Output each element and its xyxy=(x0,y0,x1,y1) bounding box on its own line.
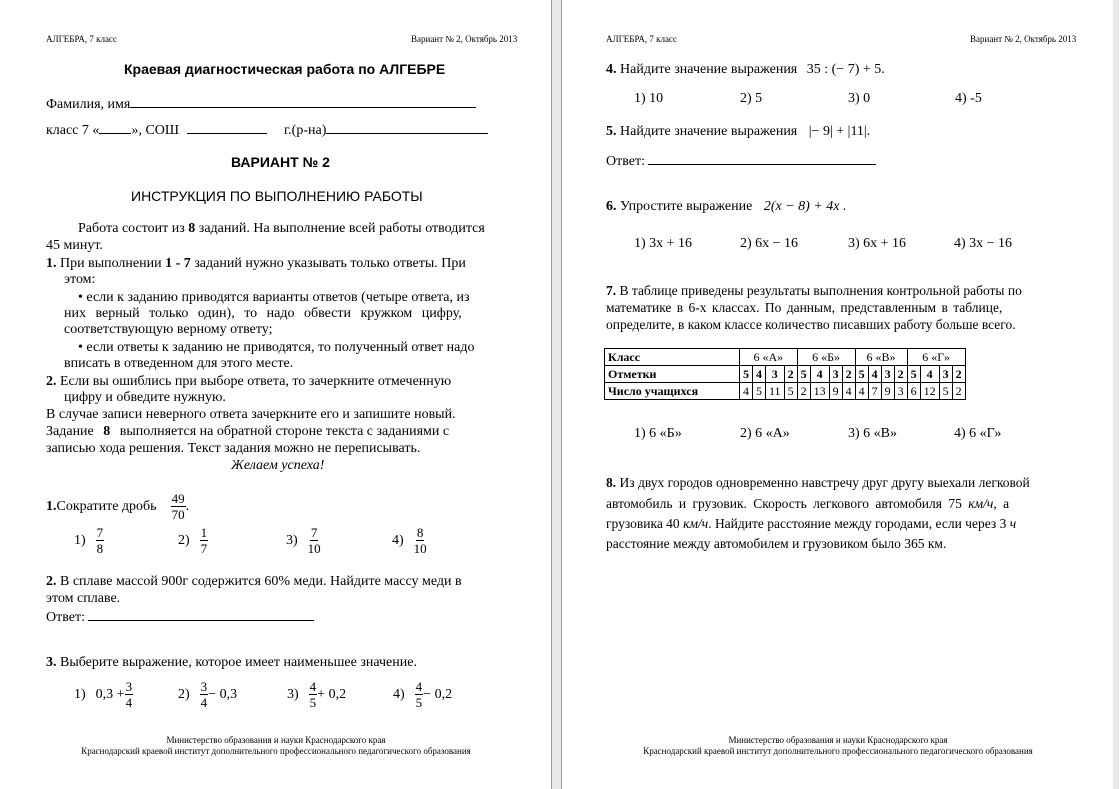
name-blank[interactable] xyxy=(130,95,476,108)
grade-cell: 2 xyxy=(952,366,965,383)
instructions-title: ИНСТРУКЦИЯ ПО ВЫПОЛНЕНИЮ РАБОТЫ xyxy=(131,188,423,204)
instr-para1-cont: 45 минут. xyxy=(46,238,103,253)
grade-cell: 2 xyxy=(842,366,855,383)
doc-title: Краевая диагностическая работа по АЛГЕБРЕ xyxy=(124,61,446,77)
bullet1-line2: них верный только один), то надо обвести кружком цифру, xyxy=(64,306,462,321)
q1: 1. Сократите дробь $\frac{49}{70}$ . xyxy=(46,491,190,522)
grade-cell: 3 xyxy=(939,366,952,383)
header-subject: АЛГЕБРА, 7 класс xyxy=(606,34,677,44)
wish-text: Желаем успеха! xyxy=(231,458,325,473)
footer-ministry: Министерство образования и науки Краснодарского края xyxy=(166,735,386,745)
count-cell: 2 xyxy=(797,383,810,400)
bullet1-line3: соответствующую верному ответу; xyxy=(64,322,273,337)
school-label: », СОШ xyxy=(131,123,180,138)
grade-cell: 5 xyxy=(797,366,810,383)
q8-line2: автомобиль и грузовик. Скорость легкового автомобиля 75 км/ч, а xyxy=(606,496,1010,511)
bullet2-line2: вписать в отведенном для этого месте. xyxy=(64,356,294,371)
q2: 2. В сплаве массой 900г содержится 60% меди. Найдите массу меди в xyxy=(46,574,462,589)
variant-title: ВАРИАНТ № 2 xyxy=(231,154,330,170)
count-cell: 11 xyxy=(766,383,785,400)
grade-cell: 2 xyxy=(894,366,907,383)
instr-item2-cont: цифру и обведите нужную. xyxy=(64,390,226,405)
bullet1-line1: • если к заданию приводятся варианты ответов (четыре ответа, из xyxy=(78,290,470,305)
name-label: Фамилия, имя xyxy=(46,97,131,112)
header-subject: АЛГЕБРА, 7 класс xyxy=(46,34,117,44)
grade-cell: 3 xyxy=(829,366,842,383)
table-class-a: 6 «А» xyxy=(740,349,798,366)
table-header-class: Класс xyxy=(605,349,740,366)
class-line xyxy=(46,121,488,139)
q5-answer: Ответ: xyxy=(606,152,876,170)
q3-option-1[interactable]: 1) 0,3 + $\frac{3}{4}$ xyxy=(74,679,133,710)
footer-institute: Краснодарский краевой институт дополнительного профессионального педагогического образования xyxy=(643,746,1033,756)
q3-option-3[interactable]: 3) $\frac{4}{5}$ + 0,2 xyxy=(287,679,347,710)
count-cell: 4 xyxy=(740,383,753,400)
q7-option-1[interactable]: 1) 6 «Б» xyxy=(634,426,682,441)
q4-option-2[interactable]: 2) 5 xyxy=(740,91,763,106)
q4-option-3[interactable]: 3) 0 xyxy=(848,91,871,106)
grade-cell: 5 xyxy=(740,366,753,383)
q4-option-1[interactable]: 1) 10 xyxy=(634,91,664,106)
table-header-grades: Отметки xyxy=(605,366,740,383)
grade-cell: 5 xyxy=(855,366,868,383)
q2-answer-blank[interactable] xyxy=(88,608,314,621)
count-cell: 5 xyxy=(753,383,766,400)
q8-line3: грузовика 40 км/ч. Найдите расстояние между городами, если через 3 ч xyxy=(606,516,1017,531)
q2-cont: этом сплаве. xyxy=(46,591,121,606)
count-cell: 9 xyxy=(881,383,894,400)
school-blank[interactable] xyxy=(187,121,267,134)
q3-option-2[interactable]: 2) $\frac{3}{4}$ − 0,3 xyxy=(178,679,238,710)
table-row-classes xyxy=(605,349,966,366)
class-label: класс 7 « xyxy=(46,123,100,138)
count-cell: 4 xyxy=(842,383,855,400)
q7-line3: определите, в каком классе количество писавших работу больше всего. xyxy=(606,317,1016,332)
class-blank[interactable] xyxy=(99,121,131,134)
grade-cell: 2 xyxy=(784,366,797,383)
page-left xyxy=(0,0,552,789)
grade-cell: 4 xyxy=(753,366,766,383)
table-class-v: 6 «В» xyxy=(855,349,907,366)
results-table xyxy=(604,348,966,400)
q1-fraction: $\frac{49}{70}$ xyxy=(171,491,185,522)
q7-option-3[interactable]: 3) 6 «В» xyxy=(848,426,897,441)
name-line xyxy=(46,95,476,113)
count-cell: 3 xyxy=(894,383,907,400)
count-cell: 5 xyxy=(939,383,952,400)
instr-para3: Задание 8 выполняется на обратной стороне текста с заданиями с xyxy=(46,424,450,439)
instr-para1: Работа состоит из 8 заданий. На выполнение всей работы отводится xyxy=(78,221,485,236)
q4-option-4[interactable]: 4) -5 xyxy=(955,91,982,106)
instr-para2: В случае записи неверного ответа зачеркните его и запишите новый. xyxy=(46,407,456,422)
q1-option-1[interactable]: 1) $\frac{7}{8}$ xyxy=(74,525,104,556)
q5: 5. Найдите значение выражения |− 9| + |11|. xyxy=(606,124,871,139)
table-class-b: 6 «Б» xyxy=(797,349,855,366)
q7-line2: математике в 6-х классах. По данным, представленным в таблице, xyxy=(606,300,1003,315)
count-cell: 6 xyxy=(907,383,920,400)
table-row-counts xyxy=(605,383,966,400)
q6-option-3[interactable]: 3) 6x + 16 xyxy=(848,236,907,251)
header-variant: Вариант № 2, Октябрь 2013 xyxy=(970,34,1077,44)
count-cell: 4 xyxy=(855,383,868,400)
count-cell: 7 xyxy=(868,383,881,400)
grade-cell: 4 xyxy=(868,366,881,383)
q7: 7. В таблице приведены результаты выполнения контрольной работы по xyxy=(606,283,1022,298)
count-cell: 13 xyxy=(810,383,829,400)
count-cell: 2 xyxy=(952,383,965,400)
q1-option-4[interactable]: 4) $\frac{8}{10}$ xyxy=(392,525,427,556)
q1-option-3[interactable]: 3) $\frac{7}{10}$ xyxy=(286,525,321,556)
bullet2-line1: • если ответы к заданию не приводятся, то полученный ответ надо xyxy=(78,340,475,355)
grade-cell: 3 xyxy=(881,366,894,383)
count-cell: 9 xyxy=(829,383,842,400)
q4: 4. Найдите значение выражения 35 : (− 7) + 5. xyxy=(606,62,885,77)
header-variant: Вариант № 2, Октябрь 2013 xyxy=(411,34,518,44)
instr-item1-cont: этом: xyxy=(64,272,96,287)
grade-cell: 4 xyxy=(810,366,829,383)
q8: 8. Из двух городов одновременно навстречу друг другу выехали легковой xyxy=(606,475,1030,490)
q6-option-1[interactable]: 1) 3x + 16 xyxy=(634,236,693,251)
q2-answer: Ответ: xyxy=(46,608,314,626)
grade-cell: 5 xyxy=(907,366,920,383)
q6: 6. Упростите выражение 2(x − 8) + 4x . xyxy=(606,199,847,214)
q7-option-2[interactable]: 2) 6 «А» xyxy=(740,426,790,441)
q6-expression: 2(x − 8) + 4x . xyxy=(763,199,847,214)
q7-option-4[interactable]: 4) 6 «Г» xyxy=(954,426,1002,441)
table-row-grades xyxy=(605,366,966,383)
q8-line4: расстояние между автомобилем и грузовиком было 365 км. xyxy=(606,536,947,551)
q3-option-4[interactable]: 4) $\frac{4}{5}$ − 0,2 xyxy=(393,679,453,710)
q4-expression: 35 : (− 7) + 5. xyxy=(806,62,885,77)
q6-option-2[interactable]: 2) 6x − 16 xyxy=(740,236,799,251)
city-blank[interactable] xyxy=(326,121,488,134)
instr-item2: 2. Если вы ошиблись при выборе ответа, то зачеркните отмеченную xyxy=(46,374,452,389)
q3: 3. Выберите выражение, которое имеет наименьшее значение. xyxy=(46,655,417,670)
footer-ministry: Министерство образования и науки Краснодарского края xyxy=(728,735,948,745)
table-header-count: Число учащихся xyxy=(605,383,740,400)
q5-expression: |− 9| + |11|. xyxy=(808,124,871,139)
count-cell: 5 xyxy=(784,383,797,400)
grade-cell: 4 xyxy=(920,366,939,383)
instr-para3-cont: записью хода решения. Текст задания можно не переписывать. xyxy=(46,441,421,456)
page-right xyxy=(561,0,1113,789)
instr-item1: 1. При выполнении 1 - 7 заданий нужно указывать только ответы. При xyxy=(46,256,466,271)
city-label: г.(р-на) xyxy=(284,123,327,138)
grade-cell: 3 xyxy=(766,366,785,383)
footer-institute: Краснодарский краевой институт дополнительного профессионального педагогического образования xyxy=(81,746,471,756)
table-class-g: 6 «Г» xyxy=(907,349,965,366)
q5-answer-blank[interactable] xyxy=(648,152,876,165)
q6-option-4[interactable]: 4) 3x − 16 xyxy=(954,236,1013,251)
q1-option-2[interactable]: 2) $\frac{1}{7}$ xyxy=(178,525,208,556)
count-cell: 12 xyxy=(920,383,939,400)
